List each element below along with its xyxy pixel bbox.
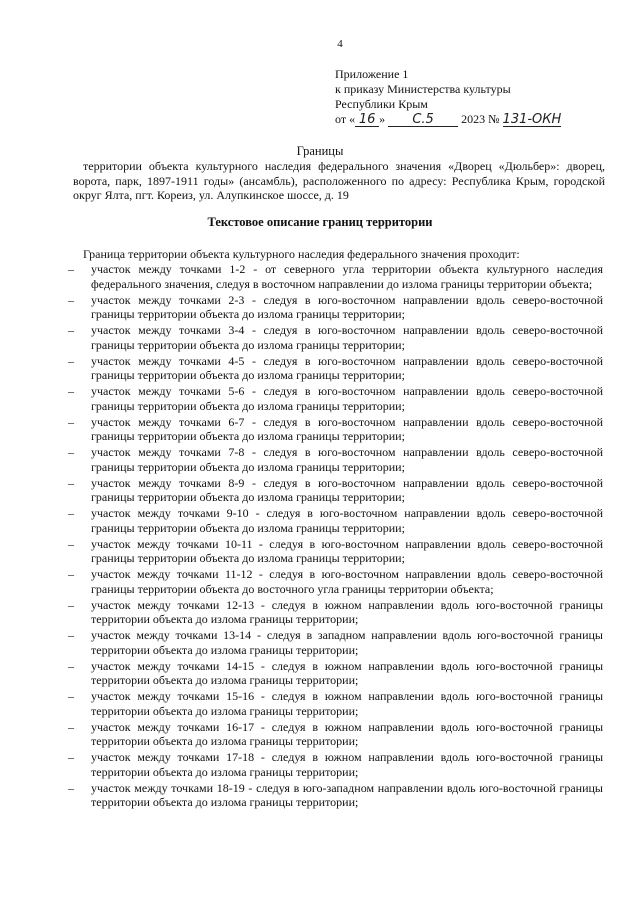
list-item: [68, 689, 603, 718]
dash-marker: –: [68, 384, 74, 398]
list-item: [68, 750, 603, 779]
list-item: [68, 323, 603, 352]
dash-marker: –: [68, 262, 74, 276]
list-item-text: участок между точками 8-9 - следуя в юго-восточном направлении вдоль северо-восточной границы территории объекта до излома границы территории;: [91, 475, 603, 504]
list-item-text: участок между точками 9-10 - следуя в юго-восточном направлении вдоль северо-восточной границы территории объекта до излома границы территории;: [91, 506, 603, 535]
boundary-list: [68, 262, 603, 811]
list-item-text: участок между точками 16-17 - следуя в южном направлении вдоль юго-восточной границы территории объекта до излома границы территории;: [91, 719, 603, 748]
list-item-text: участок между точками 2-3 - следуя в юго-восточном направлении вдоль северо-восточной границы территории объекта до излома границы территории;: [91, 292, 603, 321]
list-item-text: участок между точками 10-11 - следуя в юго-восточном направлении вдоль северо-восточной границы территории объекта до излома границы территории;: [91, 536, 603, 565]
list-item: [68, 659, 603, 688]
list-item-text: участок между точками 11-12 - следуя в юго-восточном направлении вдоль северо-восточной границы территории объекта до восточного угла границы территории объекта;: [91, 567, 603, 596]
dash-marker: –: [68, 750, 74, 764]
dash-marker: –: [68, 323, 74, 337]
date-month-handwritten: С.5: [388, 114, 458, 127]
list-item-text: участок между точками 13-14 - следуя в западном направлении вдоль юго-восточной границы территории объекта до излома границы территории;: [91, 628, 603, 657]
dash-marker: –: [68, 292, 74, 307]
list-item: [68, 354, 603, 383]
appendix-line-2: к приказу Министерства культуры: [335, 82, 511, 96]
list-item: [68, 506, 603, 535]
date-day-handwritten: 16: [355, 114, 379, 127]
dash-marker: –: [68, 658, 74, 673]
appendix-line-1: Приложение 1: [335, 67, 409, 81]
list-item-text: участок между точками 1-2 - от северного угла территории объекта культурного наследия федерального значения, следуя в восточном направлении до излома границы территории объекта;: [91, 262, 603, 291]
dash-marker: –: [68, 780, 74, 795]
list-item: [68, 415, 603, 444]
date-prefix: от «: [335, 112, 356, 126]
list-item: [68, 781, 603, 810]
dash-marker: –: [68, 414, 74, 429]
list-item: [68, 720, 603, 749]
list-item: [68, 476, 603, 505]
list-item: [68, 293, 603, 322]
dash-marker: –: [68, 536, 74, 551]
list-item-text: участок между точками 6-7 - следуя в юго-восточном направлении вдоль северо-восточной границы территории объекта до излома границы территории;: [91, 414, 603, 443]
list-item: [68, 262, 603, 291]
list-item-text: участок между точками 5-6 - следуя в юго-восточном направлении вдоль северо-восточной границы территории объекта до излома границы территории;: [91, 384, 603, 413]
dash-marker: –: [68, 628, 74, 642]
order-number-handwritten: 131-ОКН: [502, 112, 562, 127]
document-title: Границы: [296, 144, 344, 158]
list-item-text: участок между точками 12-13 - следуя в южном направлении вдоль юго-восточной границы территории объекта до излома границы территории;: [91, 597, 603, 626]
date-mid: »: [379, 112, 386, 126]
dash-marker: –: [68, 353, 74, 368]
list-item: [68, 445, 603, 474]
dash-marker: –: [68, 445, 74, 459]
list-item: [68, 537, 603, 566]
appendix-block: [335, 67, 561, 127]
dash-marker: –: [68, 506, 74, 520]
list-item-text: участок между точками 15-16 - следуя в южном направлении вдоль юго-восточной границы территории объекта до излома границы территории;: [91, 689, 603, 718]
dash-marker: –: [68, 719, 74, 734]
appendix-date-line: [335, 112, 561, 127]
appendix-line-3: Республики Крым: [335, 97, 428, 111]
dash-marker: –: [68, 597, 74, 612]
intro-text: Граница территории объекта культурного наследия федерального значения проходит:: [83, 247, 520, 261]
dash-marker: –: [68, 475, 74, 490]
list-item-text: участок между точками 4-5 - следуя в юго-восточном направлении вдоль северо-восточной границы территории объекта до излома границы территории;: [91, 353, 603, 382]
list-item: [68, 384, 603, 413]
list-item-text: участок между точками 3-4 - следуя в юго-восточном направлении вдоль северо-восточной границы территории объекта до излома границы территории;: [91, 323, 603, 352]
section-heading: Текстовое описание границ территории: [207, 215, 433, 229]
dash-marker: –: [68, 689, 74, 703]
list-item-text: участок между точками 14-15 - следуя в южном направлении вдоль юго-восточной границы территории объекта до излома границы территории;: [91, 658, 603, 687]
page-number: 4: [337, 38, 343, 50]
list-item: [68, 598, 603, 627]
document-subtitle: территории объекта культурного наследия федерального значения «Дворец «Дюльбер»: дворец, ворота, парк, 1897-1911 годы» (ансамбль), расположенного по адресу: Республика Крым, городской округ Ялта, пгт. Кореиз, ул. Алупкинское шоссе, д. 19: [73, 159, 605, 202]
list-item: [68, 628, 603, 657]
list-item-text: участок между точками 17-18 - следуя в южном направлении вдоль юго-восточной границы территории объекта до излома границы территории;: [91, 750, 603, 779]
dash-marker: –: [68, 567, 74, 581]
list-item-text: участок между точками 18-19 - следуя в юго-западном направлении вдоль юго-восточной границы территории объекта до излома границы территории;: [91, 780, 603, 809]
list-item-text: участок между точками 7-8 - следуя в юго-восточном направлении вдоль северо-восточной границы территории объекта до излома границы территории;: [91, 445, 603, 474]
date-year: 2023 №: [461, 112, 500, 126]
list-item: [68, 567, 603, 596]
